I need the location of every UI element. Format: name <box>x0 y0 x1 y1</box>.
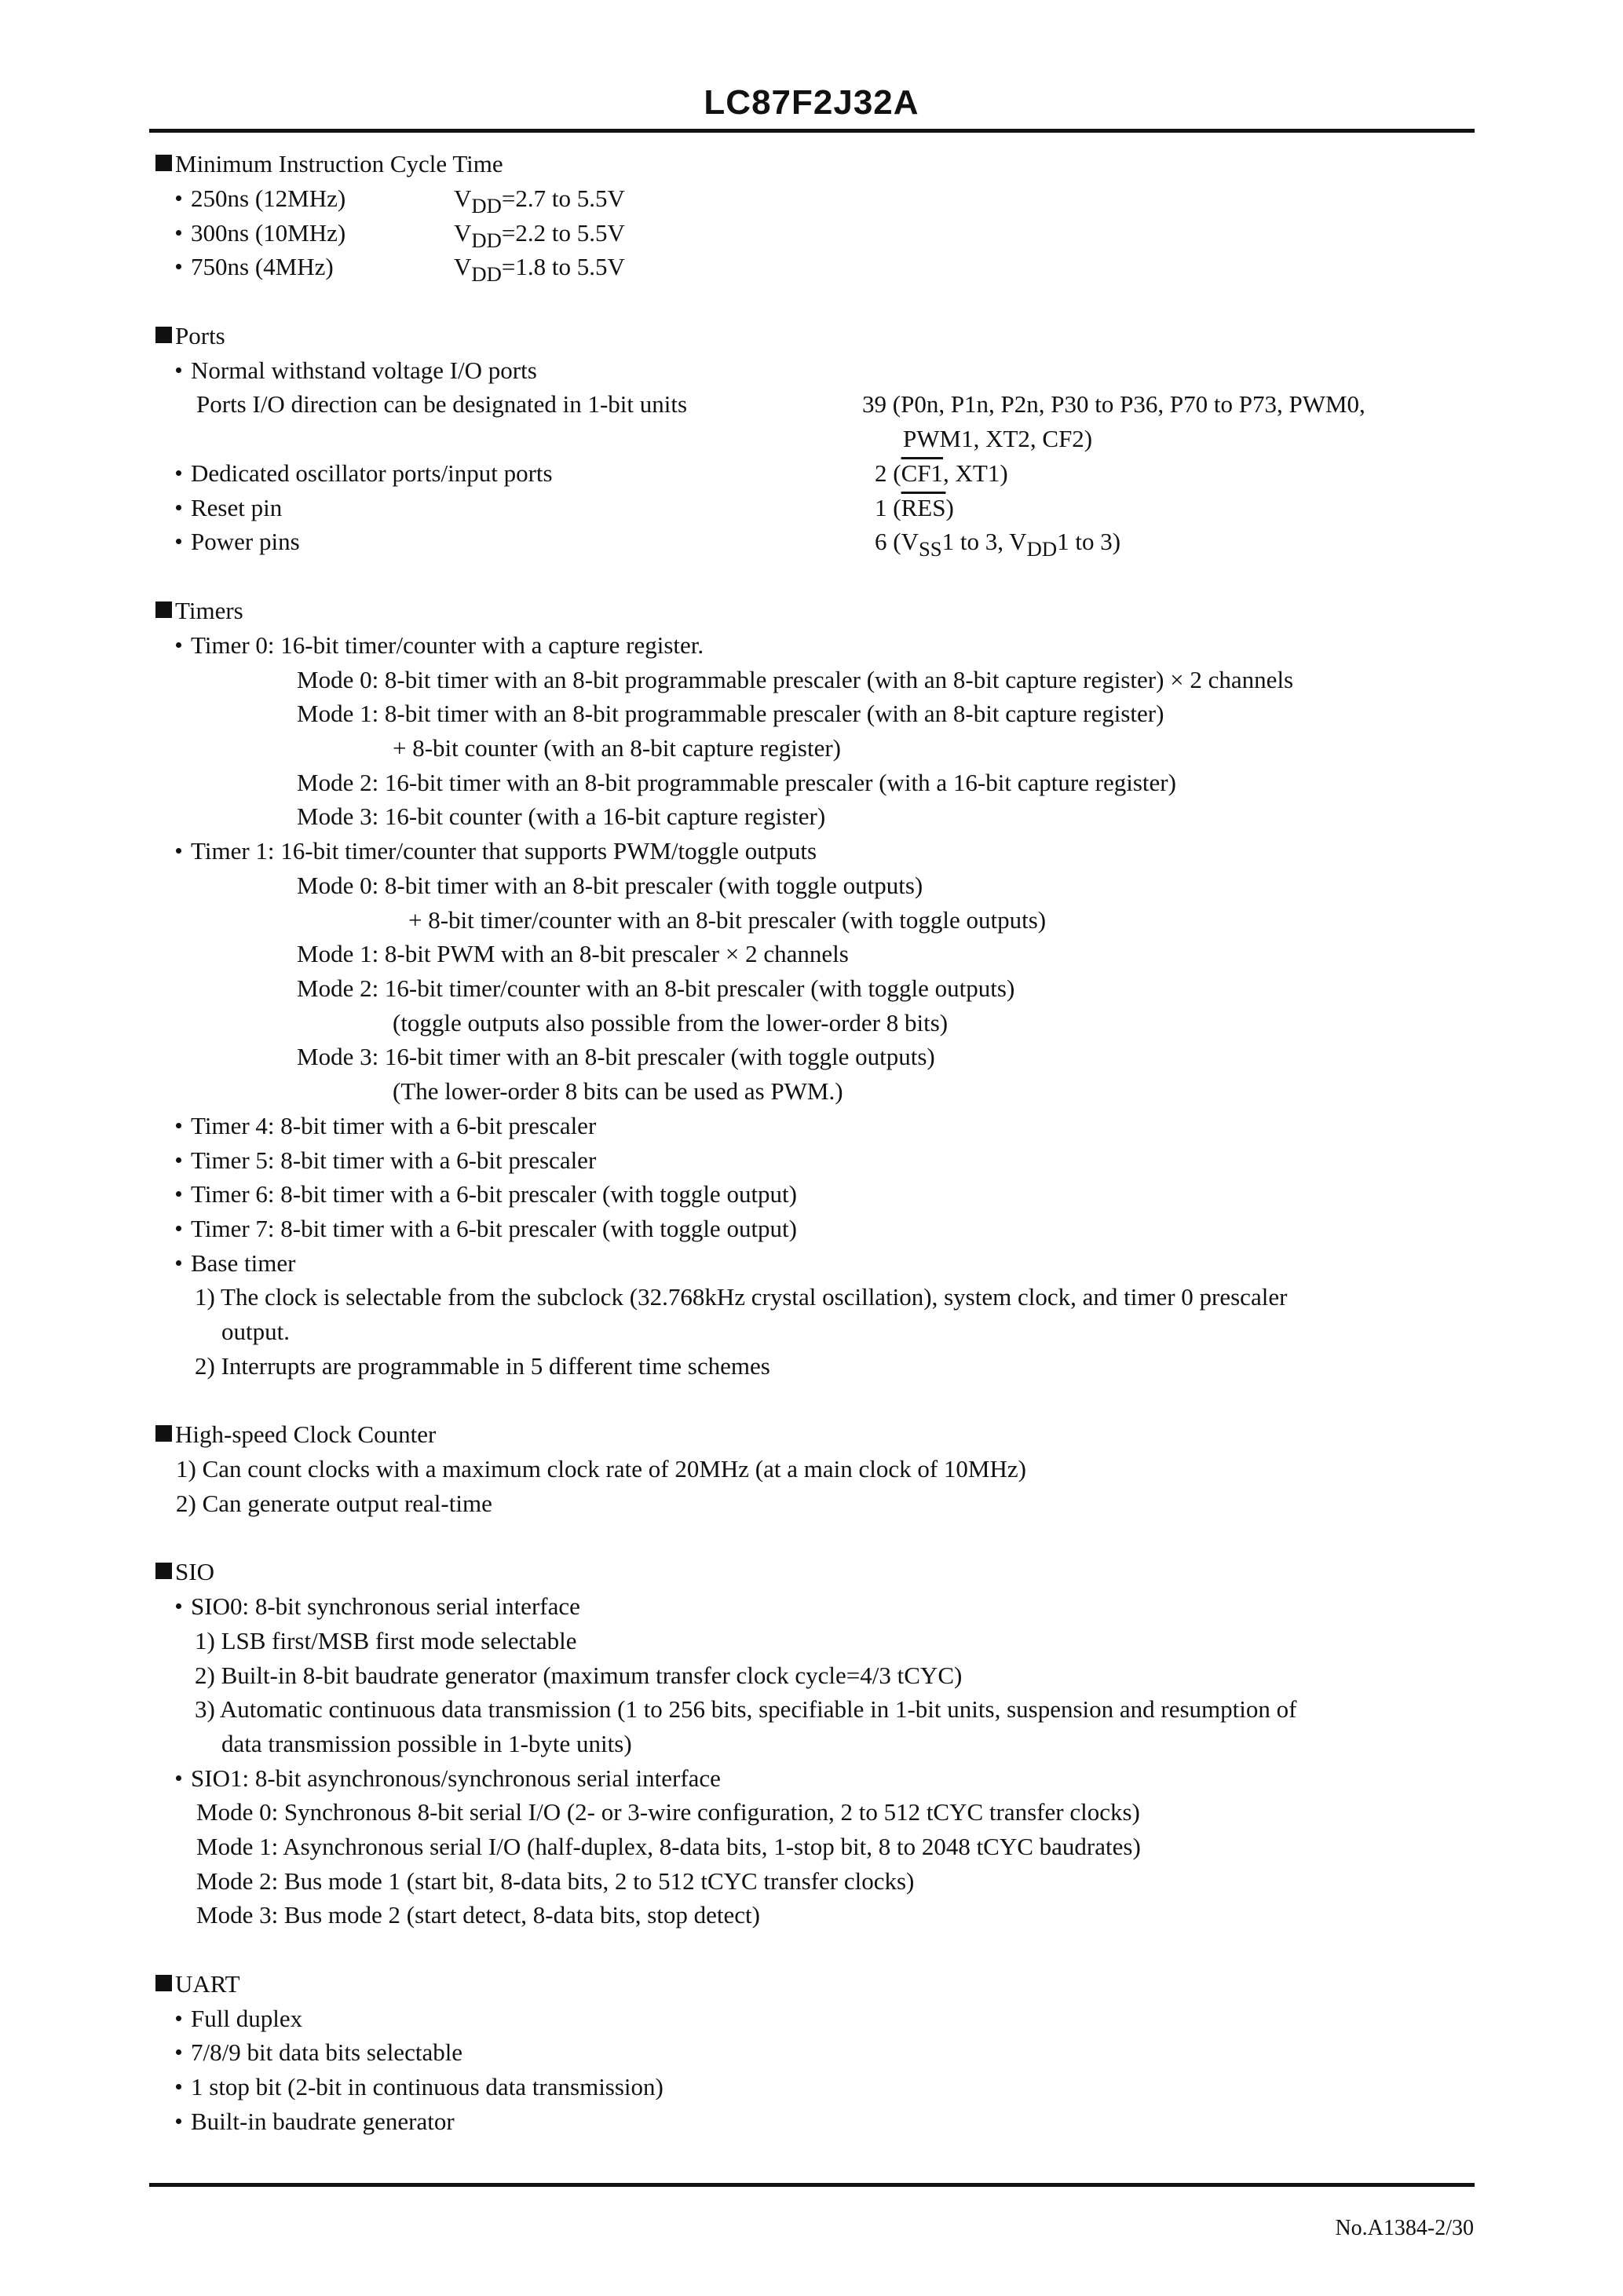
base-timer: Base timer <box>176 1251 295 1275</box>
ports-direction: Ports I/O direction can be designated in 1-bit units <box>196 390 688 418</box>
bullet-icon <box>176 2049 181 2055</box>
timer-0-mode-1-cont: + 8-bit counter (with an 8-bit capture register) <box>393 734 841 762</box>
bullet-icon <box>176 264 181 269</box>
sio1-mode-2: Mode 2: Bus mode 1 (start bit, 8-data bits, 2 to 512 tCYC transfer clocks) <box>196 1867 915 1895</box>
timer-1: Timer 1: 16-bit timer/counter that supports PWM/toggle outputs <box>176 839 817 863</box>
bullet-icon <box>176 1157 181 1163</box>
bullet-icon <box>176 2084 181 2089</box>
bullet-icon <box>176 1191 181 1197</box>
timer-1-mode-0-cont: + 8-bit timer/counter with an 8-bit prescaler (with toggle outputs) <box>408 906 1047 934</box>
ports-normal: Normal withstand voltage I/O ports <box>176 358 537 382</box>
sio0-item-3: 3) Automatic continuous data transmission (1 to 256 bits, specifiable in 1-bit units, suspension and resumption of <box>195 1695 1297 1723</box>
ports-direction-value: 39 (P0n, P1n, P2n, P30 to P36, P70 to P73, PWM0, <box>862 390 1365 418</box>
cycle-row: 750ns (4MHz) <box>176 254 334 279</box>
bullet-icon <box>176 1226 181 1231</box>
uart-item: 1 stop bit (2-bit in continuous data transmission) <box>176 2075 663 2099</box>
cycle-row-voltage: VDD=1.8 to 5.5V <box>454 253 625 286</box>
timer-1-mode-1: Mode 1: 8-bit PWM with an 8-bit prescaler × 2 channels <box>297 940 849 967</box>
bullet-icon <box>176 2016 181 2021</box>
cycle-row-voltage: VDD=2.7 to 5.5V <box>454 185 625 218</box>
timer-1-mode-3-cont: (The lower-order 8 bits can be used as PWM.) <box>393 1077 843 1105</box>
square-bullet-icon <box>155 1975 172 1991</box>
bullet-icon <box>176 1775 181 1781</box>
cycle-row: 300ns (10MHz) <box>176 221 345 245</box>
sio1: SIO1: 8-bit asynchronous/synchronous serial interface <box>176 1766 721 1790</box>
bullet-icon <box>176 1260 181 1266</box>
timer-5: Timer 5: 8-bit timer with a 6-bit prescaler <box>176 1148 596 1172</box>
bullet-icon <box>176 196 181 201</box>
timer-1-mode-2: Mode 2: 16-bit timer/counter with an 8-bit prescaler (with toggle outputs) <box>297 974 1015 1002</box>
sio0-item-3-cont: data transmission possible in 1-byte units) <box>221 1730 632 1757</box>
ports-power-value: 6 (VSS1 to 3, VDD1 to 3) <box>875 528 1121 561</box>
timer-0-mode-3: Mode 3: 16-bit counter (with a 16-bit capture register) <box>297 803 826 830</box>
sio0-item-2: 2) Built-in 8-bit baudrate generator (maximum transfer clock cycle=4/3 tCYC) <box>195 1662 963 1689</box>
bullet-icon <box>176 539 181 544</box>
timer-0: Timer 0: 16-bit timer/counter with a capture register. <box>176 633 704 657</box>
ports-heading: Ports <box>155 324 225 348</box>
square-bullet-icon <box>155 1425 172 1442</box>
cycle-row: 250ns (12MHz) <box>176 186 345 210</box>
uart-item: 7/8/9 bit data bits selectable <box>176 2040 462 2064</box>
bullet-icon <box>176 1123 181 1128</box>
bullet-icon <box>176 1603 181 1609</box>
page-number: No.A1384-2/30 <box>1335 2216 1474 2240</box>
sio1-mode-0: Mode 0: Synchronous 8-bit serial I/O (2- or 3-wire configuration, 2 to 512 tCYC transfer clocks) <box>196 1798 1140 1826</box>
bullet-icon <box>176 2119 181 2124</box>
uart-heading: UART <box>155 1972 240 1996</box>
ports-oscillator: Dedicated oscillator ports/input ports <box>176 461 553 485</box>
sio1-mode-3: Mode 3: Bus mode 2 (start detect, 8-data bits, stop detect) <box>196 1901 760 1929</box>
instruction-cycle-heading: Minimum Instruction Cycle Time <box>155 152 503 176</box>
square-bullet-icon <box>155 601 172 618</box>
timer-6: Timer 6: 8-bit timer with a 6-bit prescaler (with toggle output) <box>176 1182 797 1206</box>
timer-1-mode-3: Mode 3: 16-bit timer with an 8-bit prescaler (with toggle outputs) <box>297 1043 935 1070</box>
square-bullet-icon <box>155 155 172 171</box>
header-rule <box>149 129 1475 133</box>
base-timer-item-1: 1) The clock is selectable from the subclock (32.768kHz crystal oscillation), system clock, and timer 0 prescaler <box>195 1283 1288 1311</box>
ports-reset-value: 1 $(\overline{RES})$ <box>875 494 954 521</box>
timer-1-mode-2-cont: (toggle outputs also possible from the lower-order 8 bits) <box>393 1009 949 1036</box>
bullet-icon <box>176 505 181 510</box>
timer-7: Timer 7: 8-bit timer with a 6-bit prescaler (with toggle output) <box>176 1216 797 1241</box>
timer-4: Timer 4: 8-bit timer with a 6-bit prescaler <box>176 1113 596 1138</box>
hscc-item-1: 1) Can count clocks with a maximum clock rate of 20MHz (at a main clock of 10MHz) <box>176 1455 1026 1483</box>
timer-0-mode-1: Mode 1: 8-bit timer with an 8-bit programmable prescaler (with an 8-bit capture register) <box>297 700 1164 727</box>
uart-item: Built-in baudrate generator <box>176 2109 455 2133</box>
square-bullet-icon <box>155 327 172 343</box>
ports-reset: Reset pin <box>176 495 282 520</box>
base-timer-item-1-cont: output. <box>221 1318 290 1345</box>
bullet-icon <box>176 470 181 476</box>
sio0: SIO0: 8-bit synchronous serial interface <box>176 1594 580 1618</box>
timer-0-mode-0: Mode 0: 8-bit timer with an 8-bit programmable prescaler (with an 8-bit capture register) × 2 channels <box>297 666 1294 693</box>
hscc-item-2: 2) Can generate output real-time <box>176 1490 492 1517</box>
bullet-icon <box>176 642 181 648</box>
timer-0-mode-2: Mode 2: 16-bit timer with an 8-bit programmable prescaler (with a 16-bit capture register) <box>297 769 1176 796</box>
document-title: LC87F2J32A <box>704 83 919 122</box>
ports-direction-value-cont: PWM1, XT2, CF2) <box>903 425 1093 452</box>
sio-heading: SIO <box>155 1559 214 1584</box>
cycle-row-voltage: VDD=2.2 to 5.5V <box>454 219 625 252</box>
square-bullet-icon <box>155 1563 172 1579</box>
footer-rule <box>149 2183 1475 2187</box>
bullet-icon <box>176 230 181 236</box>
base-timer-item-2: 2) Interrupts are programmable in 5 different time schemes <box>195 1352 770 1380</box>
timer-1-mode-0: Mode 0: 8-bit timer with an 8-bit prescaler (with toggle outputs) <box>297 872 923 899</box>
hscc-heading: High-speed Clock Counter <box>155 1422 436 1446</box>
ports-oscillator-value: 2 (CF1, XT1) <box>875 459 1008 487</box>
bullet-icon <box>176 848 181 854</box>
ports-power: Power pins <box>176 529 300 554</box>
sio1-mode-1: Mode 1: Asynchronous serial I/O (half-duplex, 8-data bits, 1-stop bit, 8 to 2048 tCYC baudrates) <box>196 1833 1141 1860</box>
bullet-icon <box>176 367 181 373</box>
timers-heading: Timers <box>155 598 243 623</box>
uart-item: Full duplex <box>176 2006 302 2031</box>
sio0-item-1: 1) LSB first/MSB first mode selectable <box>195 1627 577 1654</box>
